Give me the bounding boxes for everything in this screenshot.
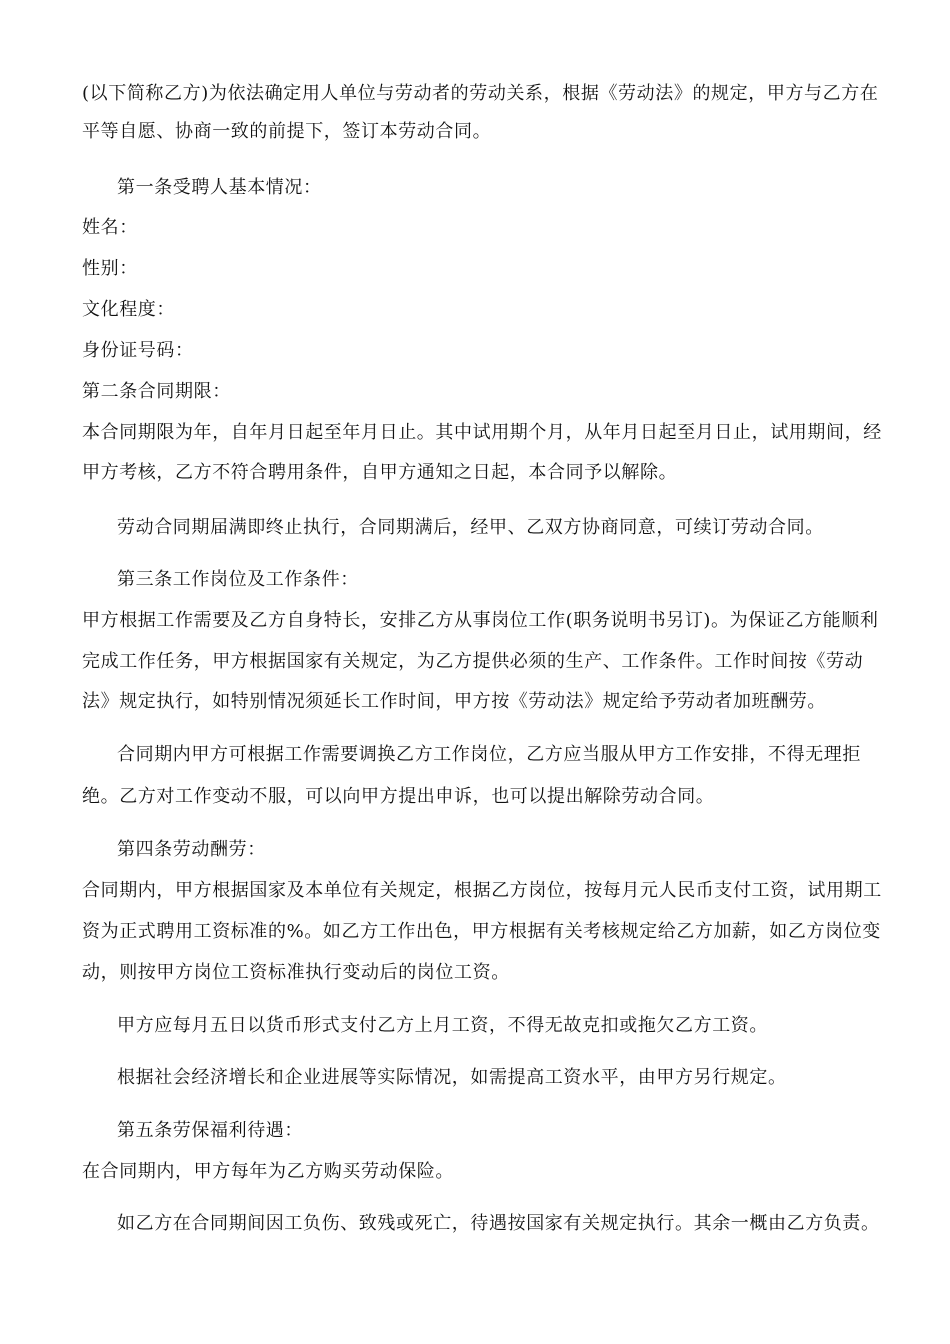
text-line: 法》规定执行，如特别情况须延长工作时间，甲方按《劳动法》规定给予劳动者加班酬劳。	[82, 691, 826, 712]
field-label-gender: 性别：	[82, 258, 138, 279]
text-line: 甲方应每月五日以货币形式支付乙方上月工资，不得无故克扣或拖欠乙方工资。	[117, 1015, 768, 1036]
text-line: 完成工作任务，甲方根据国家有关规定，为乙方提供必须的生产、工作条件。工作时间按《劳动	[82, 651, 864, 672]
field-label-name: 姓名：	[82, 217, 138, 238]
section-heading: 第二条合同期限：	[82, 381, 231, 402]
text-line: 合同期内，甲方根据国家及本单位有关规定，根据乙方岗位，按每月元人民币支付工资，试用期工	[82, 880, 882, 901]
field-label-education: 文化程度：	[82, 299, 175, 320]
text-line: 合同期内甲方可根据工作需要调换乙方工作岗位，乙方应当服从甲方工作安排，不得无理拒	[117, 744, 861, 765]
section-heading: 第三条工作岗位及工作条件：	[117, 569, 359, 590]
text-line: 劳动合同期届满即终止执行，合同期满后，经甲、乙双方协商同意，可续订劳动合同。	[117, 517, 824, 538]
section-heading: 第五条劳保福利待遇：	[117, 1120, 303, 1141]
text-line: 如乙方在合同期间因工负伤、致残或死亡，待遇按国家有关规定执行。其余一概由乙方负责。	[117, 1213, 880, 1234]
text-line: 根据社会经济增长和企业进展等实际情况，如需提高工资水平，由甲方另行规定。	[117, 1067, 787, 1088]
section-heading: 第一条受聘人基本情况：	[117, 177, 322, 198]
text-line: 在合同期内，甲方每年为乙方购买劳动保险。	[82, 1161, 454, 1182]
text-line: 本合同期限为年，自年月日起至年月日止。其中试用期个月，从年月日起至月日止，试用期间，经	[82, 422, 882, 443]
text-line: 甲方根据工作需要及乙方自身特长，安排乙方从事岗位工作(职务说明书另订)。为保证乙方能顺利	[82, 610, 879, 631]
text-line: 绝。乙方对工作变动不服，可以向甲方提出申诉，也可以提出解除劳动合同。	[82, 786, 715, 807]
text-line: 资为正式聘用工资标准的%。如乙方工作出色，甲方根据有关考核规定给乙方加薪，如乙方岗位变	[82, 921, 881, 942]
section-heading: 第四条劳动酬劳：	[117, 839, 266, 860]
text-line: 平等自愿、协商一致的前提下，签订本劳动合同。	[82, 121, 492, 142]
text-line: 动，则按甲方岗位工资标准执行变动后的岗位工资。	[82, 962, 510, 983]
text-line: 甲方考核，乙方不符合聘用条件，自甲方通知之日起，本合同予以解除。	[82, 462, 678, 483]
text-line: (以下简称乙方)为依法确定用人单位与劳动者的劳动关系，根据《劳动法》的规定，甲方与乙方在	[82, 83, 879, 104]
field-label-id-number: 身份证号码：	[82, 340, 194, 361]
